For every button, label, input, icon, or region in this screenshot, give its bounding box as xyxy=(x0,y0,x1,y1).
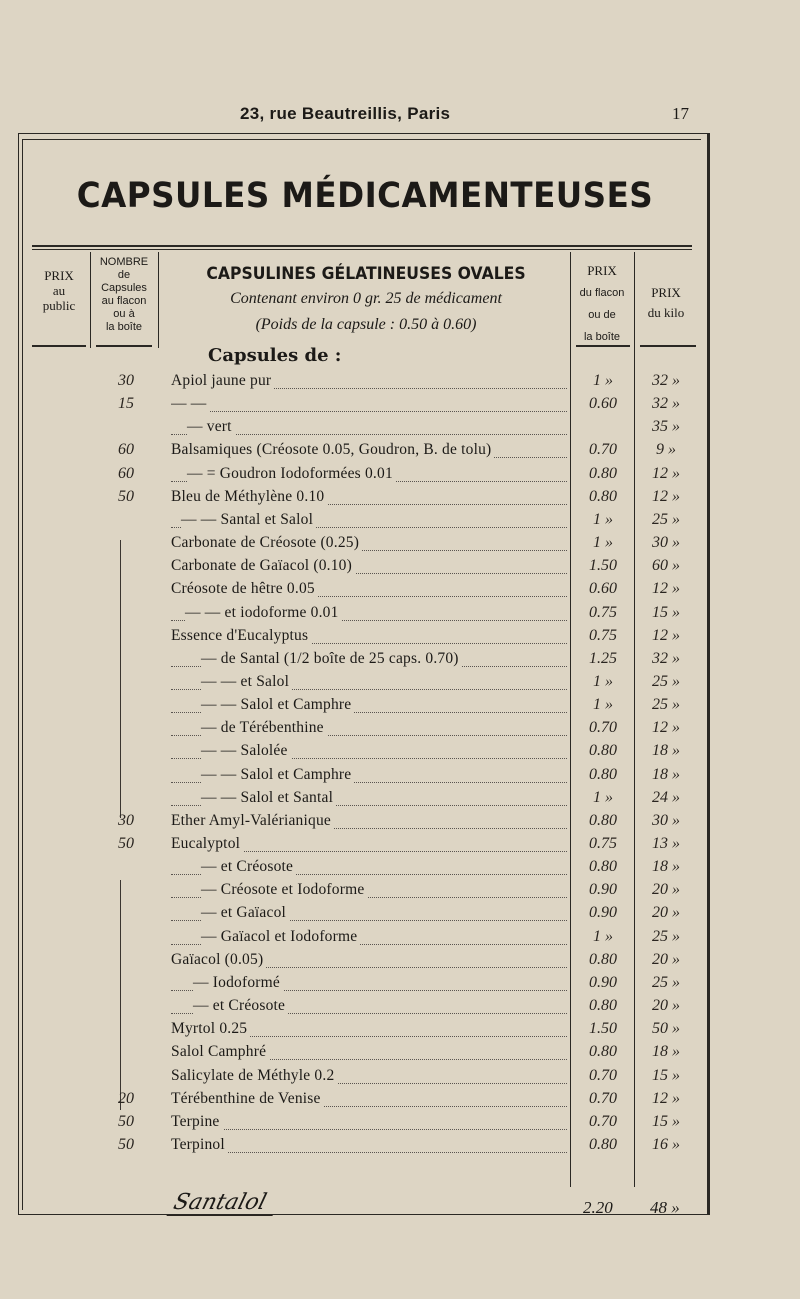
table-row xyxy=(0,465,800,487)
footer-prix-flacon: 2.20 xyxy=(583,1198,613,1217)
price-flacon: 1 » xyxy=(593,534,613,552)
table-row xyxy=(0,742,800,764)
price-flacon: 0.80 xyxy=(589,487,617,505)
product-label: Bleu de Méthylène 0.10 xyxy=(171,488,327,505)
price-flacon: 0.90 xyxy=(589,973,617,991)
price-kilo: 12 » xyxy=(652,719,680,737)
product-name xyxy=(171,742,567,764)
product-name xyxy=(171,441,567,463)
table-row xyxy=(0,789,800,811)
product-label: — Gaïacol et Iodoforme xyxy=(201,928,360,945)
product-label: — de Térébenthine xyxy=(201,719,327,736)
product-name xyxy=(171,696,567,718)
price-kilo: 32 » xyxy=(652,395,680,413)
product-label: Balsamiques (Créosote 0.05, Goudron, B. de tolu) xyxy=(171,441,494,458)
price-flacon: 1 » xyxy=(593,672,613,690)
price-flacon: 0.80 xyxy=(589,997,617,1015)
price-flacon: 0.60 xyxy=(589,395,617,413)
product-name xyxy=(171,1113,567,1135)
capsule-count: 30 xyxy=(118,372,134,389)
price-kilo: 32 » xyxy=(652,372,680,389)
price-flacon: 0.75 xyxy=(589,626,617,644)
product-name xyxy=(171,789,567,811)
product-name xyxy=(171,997,567,1019)
price-kilo: 20 » xyxy=(652,904,680,922)
price-flacon: 0.70 xyxy=(589,1089,617,1107)
product-name xyxy=(171,673,567,695)
product-label: — — Salol et Camphre xyxy=(201,696,354,713)
table-row xyxy=(0,904,800,926)
table-row xyxy=(0,511,800,533)
table-row xyxy=(0,928,800,950)
price-flacon: 1.50 xyxy=(589,557,617,575)
price-flacon: 0.60 xyxy=(589,580,617,598)
table-row xyxy=(0,557,800,579)
product-name xyxy=(171,580,567,602)
price-kilo: 25 » xyxy=(652,510,680,528)
signature: Santalol xyxy=(167,1190,280,1216)
product-label: Térébenthine de Venise xyxy=(171,1090,324,1107)
table-row xyxy=(0,1136,800,1158)
table-row xyxy=(0,696,800,718)
table-row xyxy=(0,395,800,417)
price-flacon: 0.80 xyxy=(589,1043,617,1061)
header-underline xyxy=(640,345,696,347)
price-kilo: 50 » xyxy=(652,1020,680,1038)
price-kilo: 12 » xyxy=(652,580,680,598)
product-name xyxy=(171,928,567,950)
page-number: 17 xyxy=(672,104,689,123)
product-label: — Créosote et Iodoforme xyxy=(201,881,367,898)
product-label: — et Créosote xyxy=(193,997,288,1014)
table-row xyxy=(0,580,800,602)
table-row xyxy=(0,604,800,626)
price-kilo: 30 » xyxy=(652,534,680,552)
price-kilo: 35 » xyxy=(652,418,680,436)
product-label: — — Salolée xyxy=(201,742,291,759)
price-kilo: 18 » xyxy=(652,742,680,760)
product-label: Ether Amyl-Valérianique xyxy=(171,812,334,829)
product-name xyxy=(171,372,567,394)
running-header xyxy=(0,104,800,126)
product-name xyxy=(171,627,567,649)
col-separator xyxy=(90,252,91,348)
table-row xyxy=(0,1090,800,1112)
price-flacon: 1 » xyxy=(593,927,613,945)
capsule-count: 50 xyxy=(118,1135,134,1153)
table-row xyxy=(0,441,800,463)
product-label: Apiol jaune pur xyxy=(171,372,274,389)
leader-dots xyxy=(171,1152,567,1153)
table-row xyxy=(0,1043,800,1065)
price-kilo: 25 » xyxy=(652,973,680,991)
product-name xyxy=(171,418,567,440)
price-flacon: 1 » xyxy=(593,510,613,528)
product-name xyxy=(171,881,567,903)
product-label: — de Santal (1/2 boîte de 25 caps. 0.70) xyxy=(201,650,462,667)
product-label: Terpine xyxy=(171,1113,223,1130)
product-label: Myrtol 0.25 xyxy=(171,1020,250,1037)
product-label: — Iodoformé xyxy=(193,974,283,991)
price-flacon: 1.25 xyxy=(589,649,617,667)
section-subtitle: Contenant environ 0 gr. 25 de médicament xyxy=(230,290,502,307)
table-row xyxy=(0,719,800,741)
capsule-count: 30 xyxy=(118,811,134,829)
capsule-count: 20 xyxy=(118,1089,134,1107)
capsule-count: 50 xyxy=(118,487,134,505)
table-row xyxy=(0,835,800,857)
table-row xyxy=(0,372,800,394)
product-name xyxy=(171,974,567,996)
product-name xyxy=(171,1090,567,1112)
header-underline xyxy=(32,345,86,347)
capsule-count: 50 xyxy=(118,1112,134,1130)
price-kilo: 12 » xyxy=(652,626,680,644)
product-name xyxy=(171,511,567,533)
price-kilo: 18 » xyxy=(652,858,680,876)
col-header-nombre: NOMBRE de Capsules au flacon ou à la boîte xyxy=(99,256,149,333)
leader-dots xyxy=(171,411,567,412)
table-row xyxy=(0,673,800,695)
price-flacon: 0.70 xyxy=(589,441,617,459)
table-row xyxy=(0,650,800,672)
capsule-count: 15 xyxy=(118,395,134,413)
price-flacon: 0.75 xyxy=(589,835,617,852)
product-name xyxy=(171,858,567,880)
table-row xyxy=(0,627,800,649)
product-name xyxy=(171,650,567,672)
product-label: Gaïacol (0.05) xyxy=(171,951,266,968)
table-row xyxy=(0,1020,800,1042)
price-flacon: 1 » xyxy=(593,372,613,389)
product-name xyxy=(171,1136,567,1158)
section-subtitle: (Poids de la capsule : 0.50 à 0.60) xyxy=(255,316,477,333)
price-kilo: 30 » xyxy=(652,811,680,829)
product-label: Carbonate de Gaïacol (0.10) xyxy=(171,557,355,574)
price-kilo: 20 » xyxy=(652,950,680,968)
product-label: — — et Salol xyxy=(201,673,292,690)
price-flacon: 0.70 xyxy=(589,1066,617,1084)
product-name xyxy=(171,488,567,510)
table-row xyxy=(0,951,800,973)
price-kilo: 12 » xyxy=(652,487,680,505)
col-header-prix-kilo: PRIX du kilo xyxy=(647,285,685,320)
price-flacon: 0.80 xyxy=(589,1135,617,1153)
product-name xyxy=(171,1043,567,1065)
table-row xyxy=(0,812,800,834)
divider xyxy=(32,245,692,247)
product-name xyxy=(171,719,567,741)
price-kilo: 25 » xyxy=(652,696,680,714)
price-kilo: 18 » xyxy=(652,765,680,783)
table-row xyxy=(0,881,800,903)
divider xyxy=(32,249,692,250)
price-kilo: 15 » xyxy=(652,603,680,621)
price-kilo: 25 » xyxy=(652,927,680,945)
price-flacon: 0.80 xyxy=(589,464,617,482)
table-row xyxy=(0,997,800,1019)
product-label: Eucalyptol xyxy=(171,835,243,852)
leader-dots xyxy=(171,1129,567,1130)
product-label: — — Santal et Salol xyxy=(181,511,316,528)
product-label: Carbonate de Créosote (0.25) xyxy=(171,534,362,551)
price-flacon: 0.80 xyxy=(589,742,617,760)
product-name xyxy=(171,604,567,626)
price-flacon: 1 » xyxy=(593,696,613,714)
product-name xyxy=(171,766,567,788)
col-header-prix-flacon: PRIX du flacon ou de la boîte xyxy=(579,263,625,343)
price-kilo: 32 » xyxy=(652,649,680,667)
footer-prix-kilo: 48 » xyxy=(650,1198,680,1217)
price-kilo: 12 » xyxy=(652,464,680,482)
product-name xyxy=(171,534,567,556)
table-row xyxy=(0,1067,800,1089)
price-kilo: 13 » xyxy=(652,835,680,852)
product-label: — et Créosote xyxy=(201,858,296,875)
product-label: Créosote de hêtre 0.05 xyxy=(171,580,318,597)
product-name xyxy=(171,395,567,417)
table-row xyxy=(0,488,800,510)
price-flacon: 0.70 xyxy=(589,1112,617,1130)
product-label: Salicylate de Méthyle 0.2 xyxy=(171,1067,337,1084)
col-header-prix-public: PRIX au public xyxy=(42,268,76,313)
product-label: — vert xyxy=(187,418,235,435)
price-flacon: 1.50 xyxy=(589,1020,617,1038)
page-title: CAPSULES MÉDICAMENTEUSES xyxy=(76,176,654,216)
table-row xyxy=(0,1113,800,1135)
price-kilo: 18 » xyxy=(652,1043,680,1061)
capsule-count: 50 xyxy=(118,835,134,852)
table-row xyxy=(0,858,800,880)
section-title: CAPSULINES GÉLATINEUSES OVALES xyxy=(206,264,526,284)
product-label: — — Salol et Camphre xyxy=(201,766,354,783)
table-row xyxy=(0,766,800,788)
capsule-count: 60 xyxy=(118,441,134,459)
address: 23, rue Beautreillis, Paris xyxy=(240,104,451,123)
product-label: Terpinol xyxy=(171,1136,228,1153)
price-kilo: 12 » xyxy=(652,1089,680,1107)
price-flacon: 0.75 xyxy=(589,603,617,621)
product-label: Essence d'Eucalyptus xyxy=(171,627,311,644)
product-label: — — et iodoforme 0.01 xyxy=(185,604,342,621)
price-kilo: 20 » xyxy=(652,881,680,899)
price-kilo: 60 » xyxy=(652,557,680,575)
product-label: — — xyxy=(171,395,209,412)
header-underline xyxy=(96,345,152,347)
product-name xyxy=(171,1067,567,1089)
price-flacon: 0.80 xyxy=(589,811,617,829)
table-row xyxy=(0,974,800,996)
price-flacon: 0.80 xyxy=(589,765,617,783)
product-name xyxy=(171,557,567,579)
header-underline xyxy=(576,345,630,347)
price-flacon: 0.70 xyxy=(589,719,617,737)
capsule-count: 60 xyxy=(118,464,134,482)
product-label: Salol Camphré xyxy=(171,1043,269,1060)
price-flacon: 0.90 xyxy=(589,904,617,922)
price-kilo: 24 » xyxy=(652,788,680,806)
table-row xyxy=(0,418,800,440)
product-name xyxy=(171,904,567,926)
price-flacon: 0.80 xyxy=(589,950,617,968)
product-name xyxy=(171,812,567,834)
price-kilo: 15 » xyxy=(652,1066,680,1084)
table-row xyxy=(0,534,800,556)
price-flacon: 0.90 xyxy=(589,881,617,899)
product-label: — = Goudron Iodoformées 0.01 xyxy=(187,465,396,482)
product-name xyxy=(171,835,567,857)
price-flacon: 1 » xyxy=(593,788,613,806)
price-flacon: 0.80 xyxy=(589,858,617,876)
price-kilo: 25 » xyxy=(652,672,680,690)
price-kilo: 9 » xyxy=(656,441,676,459)
price-kilo: 15 » xyxy=(652,1112,680,1130)
col-separator xyxy=(158,252,159,348)
product-name xyxy=(171,465,567,487)
price-kilo: 20 » xyxy=(652,997,680,1015)
product-label: — — Salol et Santal xyxy=(201,789,336,806)
product-name xyxy=(171,951,567,973)
price-kilo: 16 » xyxy=(652,1135,680,1153)
product-label: — et Gaïacol xyxy=(201,904,289,921)
product-name xyxy=(171,1020,567,1042)
capsules-heading: Capsules de : xyxy=(208,345,342,366)
